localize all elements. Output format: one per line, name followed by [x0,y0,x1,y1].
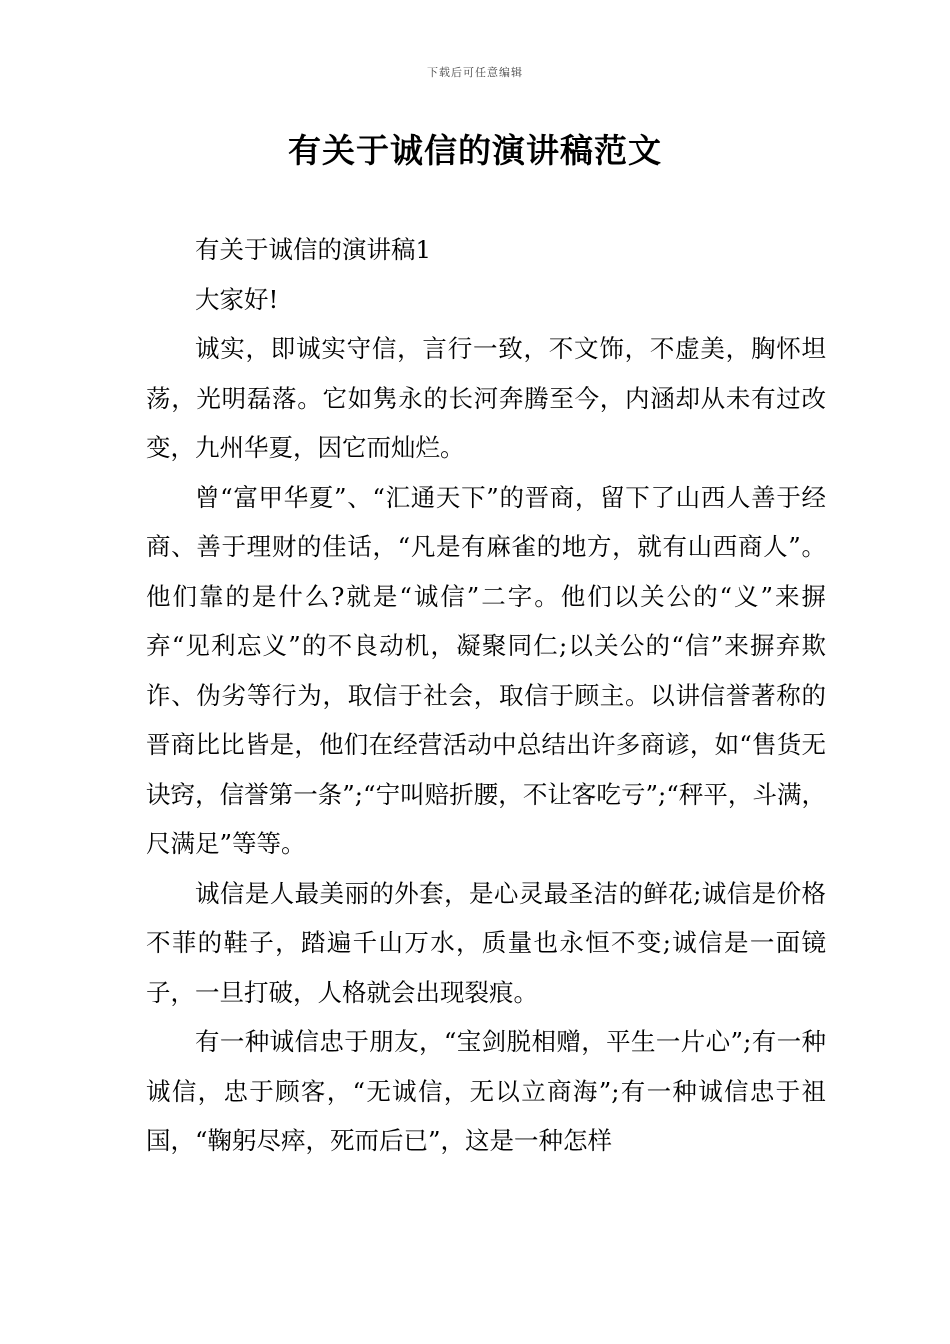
body-paragraph: 有一种诚信忠于朋友，“宝剑脱相赠，平生一片心”;有一种诚信，忠于顾客，“无诚信，无以立商海”;有一种诚信忠于祖国，“鞠躬尽瘁，死而后已”，这是一种怎样 [146,1027,826,1155]
document-title: 有关于诚信的演讲稿范文 [288,131,662,170]
section-heading: 有关于诚信的演讲稿1 [195,235,432,264]
document-body [146,225,826,1166]
body-paragraph: 曾“富甲华夏”、“汇通天下”的晋商，留下了山西人善于经商、善于理财的佳话，“凡是有麻雀的地方，就有山西商人”。他们靠的是什么?就是“诚信”二字。他们以关公的“义”来摒弃“见利忘义”的不良动机，凝聚同仁;以关公的“信”来摒弃欺诈、伪劣等行为，取信于社会，取信于顾主。以讲信誉著称的晋商比比皆是，他们在经营活动中总结出许多商谚，如“售货无诀窍，信誉第一条”;“宁叫赔折腰，不让客吃亏”;“秤平，斗满，尺满足”等等。 [146,482,826,858]
greeting-paragraph: 大家好! [195,284,279,314]
header-note: 下载后可任意编辑 [427,66,523,79]
body-paragraph: 诚信是人最美丽的外套，是心灵最圣洁的鲜花;诚信是价格不菲的鞋子，踏遍千山万水，质量也永恒不变;诚信是一面镜子，一旦打破，人格就会出现裂痕。 [146,878,826,1007]
body-paragraph: 诚实，即诚实守信，言行一致，不文饰，不虚美，胸怀坦荡，光明磊落。它如隽永的长河奔腾至今，内涵却从未有过改变，九州华夏，因它而灿烂。 [146,334,826,462]
